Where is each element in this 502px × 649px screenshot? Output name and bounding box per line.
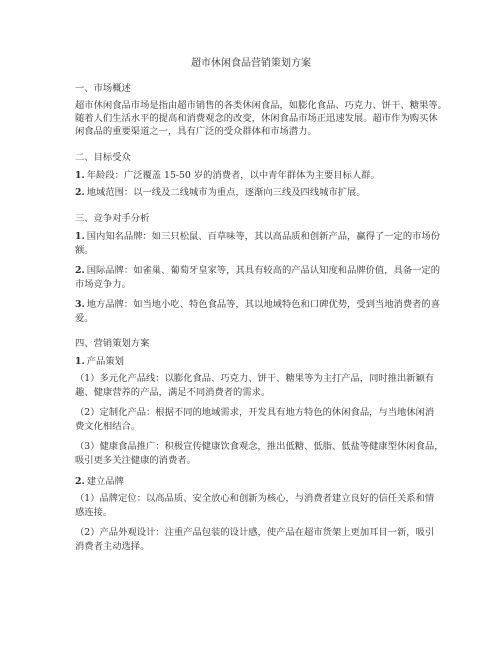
paragraph-line: （2）定制化产品：根据不同的地域需求，开发具有地方特色的休闲食品，与当地休闲消 [75, 407, 435, 418]
list-text: 年龄段：广泛覆盖 15-50 岁的消费者，以中青年群体为主要目标人群。 [86, 170, 380, 181]
subsection-heading [75, 476, 440, 488]
paragraph-line: 趣、健康营养的产品，满足不同消费者的需求。 [75, 387, 271, 398]
list-item [75, 231, 440, 243]
section-heading-marketing-plan: 四、营销策划方案 [75, 338, 150, 349]
list-number: 2. [75, 187, 85, 198]
list-text: 国际品牌：如雀巢、葡萄牙皇家等，其具有较高的产品认知度和品牌价值，具备一定的 [86, 265, 441, 276]
list-text: 地方品牌：如当地小吃、特色食品等，其以地域特色和口碑优势，受到当地消费者的喜 [86, 299, 441, 310]
list-item [75, 187, 440, 199]
subsection-title: 产品策划 [86, 356, 124, 367]
section-heading-target-audience: 二、目标受众 [75, 152, 131, 163]
paragraph-line: 感连接。 [75, 507, 113, 518]
list-text: 地域范围：以一线及二线城市为重点，逐渐向三线及四线城市扩展。 [86, 187, 366, 198]
list-text-continued: 爱。 [75, 313, 94, 324]
list-number: 2. [75, 476, 85, 487]
document-title: 超市休闲食品营销策划方案 [191, 58, 311, 69]
paragraph-line: 费文化相结合。 [75, 421, 141, 432]
paragraph-line: （3）健康食品推广：积极宣传健康饮食观念，推出低糖、低脂、低盐等健康型休闲食品， [75, 441, 444, 452]
section-heading-competitor-analysis: 三、竞争对手分析 [75, 213, 150, 224]
list-number: 1. [75, 231, 85, 242]
paragraph-line: 闲食品的重要渠道之一，具有广泛的受众群体和市场潜力。 [75, 126, 317, 137]
paragraph-line: 超市休闲食品市场是指由超市销售的各类休闲食品，如膨化食品、巧克力、饼干、糖果等。 [75, 100, 447, 111]
paragraph-line: （2）产品外观设计：注重产品包装的设计感，使产品在超市货架上更加耳目一新，吸引 [75, 527, 435, 538]
list-number: 2. [75, 265, 85, 276]
section-heading-market-overview: 一、市场概述 [75, 83, 131, 94]
list-number: 1. [75, 170, 85, 181]
paragraph-line: （1）品牌定位：以高品质、安全放心和创新为核心，与消费者建立良好的信任关系和情 [75, 493, 435, 504]
list-number: 3. [75, 299, 85, 310]
subsection-heading [75, 356, 440, 368]
list-item [75, 265, 440, 277]
paragraph-line: 随着人们生活水平的提高和消费观念的改变，休闲食品市场正迅速发展。超市作为购买休 [75, 113, 438, 124]
paragraph-line: （1）多元化产品线：以膨化食品、巧克力、饼干、糖果等为主打产品，同时推出新颖有 [75, 373, 435, 384]
paragraph-line: 吸引更多关注健康的消费者。 [75, 455, 196, 466]
list-number: 1. [75, 356, 85, 367]
list-text-continued: 额。 [75, 245, 94, 256]
subsection-title: 建立品牌 [86, 476, 124, 487]
list-text-continued: 市场竞争力。 [75, 279, 131, 290]
list-text: 国内知名品牌：如三只松鼠、百草味等，其以高品质和创新产品，赢得了一定的市场份 [86, 231, 441, 242]
list-item [75, 299, 440, 311]
paragraph-line: 消费者主动选择。 [75, 541, 150, 552]
list-item [75, 170, 440, 182]
